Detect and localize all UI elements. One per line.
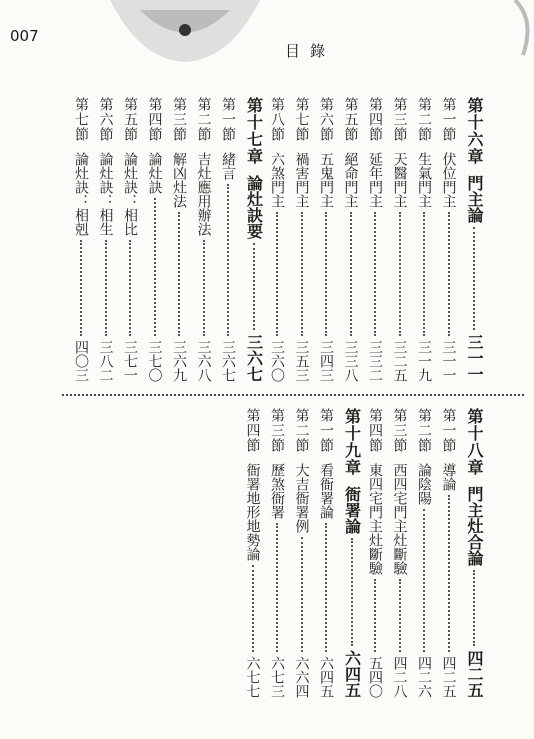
toc-number: 第二節 <box>416 97 432 142</box>
toc-entry <box>393 97 407 382</box>
toc-title: 論灶訣 <box>146 152 163 194</box>
toc-title: 天醫門主 <box>391 152 408 208</box>
toc-page: 三七一 <box>122 340 138 382</box>
toc-entry <box>123 97 137 382</box>
toc-leader <box>423 509 425 652</box>
toc-entry <box>319 97 333 382</box>
toc-title: 門主論 <box>465 175 484 223</box>
toc-leader <box>325 523 327 652</box>
toc-entry <box>148 97 162 382</box>
toc-page: 三一一 <box>465 334 484 382</box>
toc-page: 六四五 <box>318 656 334 698</box>
toc-leader <box>399 212 401 336</box>
toc-entry <box>295 408 309 698</box>
toc-leader <box>325 212 327 336</box>
toc-number: 第六節 <box>97 97 114 142</box>
toc-leader <box>374 212 376 336</box>
toc-number: 第五節 <box>122 97 138 142</box>
toc-title: 東四宅門主灶斷驗 <box>367 463 383 575</box>
toc-number: 第十六章 <box>465 97 484 165</box>
toc-title: 伏位門主 <box>440 152 457 208</box>
toc-page: 六七三 <box>269 656 285 698</box>
toc-title: 絕命門主 <box>342 152 359 208</box>
toc-entry <box>246 408 260 698</box>
toc-page: 三六七 <box>244 334 264 382</box>
toc-leader <box>448 212 450 336</box>
toc-page: 五四〇 <box>367 656 383 698</box>
toc-number: 第三節 <box>269 408 285 453</box>
toc-page: 六四五 <box>342 650 362 698</box>
toc-title: 論灶訣：相生 <box>97 152 114 236</box>
toc-entry <box>74 97 88 382</box>
toc-title: 門主灶合論 <box>465 486 484 566</box>
toc-entry <box>442 408 456 698</box>
toc-number: 第一節 <box>440 97 457 142</box>
toc-number: 第七節 <box>73 97 89 142</box>
toc-page: 三六〇 <box>269 340 285 382</box>
toc-entry <box>197 97 211 382</box>
toc-chapter <box>246 97 262 382</box>
toc-entry <box>344 97 358 382</box>
toc-number: 第一節 <box>440 408 457 453</box>
toc-number: 第二節 <box>416 408 432 453</box>
toc-leader <box>350 212 352 336</box>
toc-title: 禍害門主 <box>293 152 310 208</box>
toc-number: 第四節 <box>367 97 383 142</box>
toc-entry <box>295 97 309 382</box>
toc-number: 第三節 <box>391 408 408 453</box>
toc-page: 三一九 <box>416 340 432 382</box>
toc-leader <box>473 570 475 646</box>
toc-leader <box>276 212 278 336</box>
toc-leader <box>203 240 205 336</box>
toc-title: 西四宅門主灶斷驗 <box>391 463 408 575</box>
toc-leader <box>227 184 229 336</box>
toc-leader <box>276 523 278 652</box>
toc-number: 第一節 <box>318 408 334 453</box>
toc-title: 解凶灶法 <box>171 152 187 208</box>
toc-title: 大吉衙署例 <box>293 463 310 533</box>
toc-title: 緒言 <box>220 152 236 180</box>
toc-leader <box>253 243 255 330</box>
toc-number: 第二節 <box>195 97 212 142</box>
toc-number: 第十七章 <box>244 97 264 165</box>
toc-chapter <box>344 408 360 698</box>
toc-entry <box>221 97 235 382</box>
toc-leader <box>374 579 376 652</box>
toc-page: 三六八 <box>195 340 212 382</box>
toc-leader <box>301 212 303 336</box>
toc-number: 第八節 <box>269 97 285 142</box>
toc-page: 三六九 <box>171 340 187 382</box>
toc-chapter <box>466 97 482 382</box>
toc-page: 三六七 <box>220 340 236 382</box>
toc-leader <box>473 227 475 330</box>
toc-entry <box>270 408 284 698</box>
toc-number: 第十九章 <box>342 408 362 476</box>
toc-title: 論灶訣要 <box>244 175 264 239</box>
toc-entry <box>442 97 456 382</box>
toc-page: 三四三 <box>318 340 334 382</box>
toc-number: 第三節 <box>391 97 408 142</box>
toc-number: 第一節 <box>220 97 236 142</box>
toc-number: 第二節 <box>293 408 310 453</box>
toc-leader <box>423 212 425 336</box>
toc-title: 衙署論 <box>342 486 362 534</box>
toc-title: 延年門主 <box>367 152 383 208</box>
toc-title: 導論 <box>440 463 457 491</box>
toc-leader <box>178 212 180 336</box>
toc-entry <box>319 408 333 698</box>
toc-title: 歷煞衙署 <box>269 463 285 519</box>
toc-entry <box>417 408 431 698</box>
header-ornament <box>100 0 270 62</box>
toc-leader <box>252 565 254 652</box>
toc-page: 四二五 <box>465 650 484 698</box>
toc-entry <box>393 408 407 698</box>
toc-leader <box>399 579 401 652</box>
toc-entry <box>172 97 186 382</box>
toc-number: 第六節 <box>318 97 334 142</box>
toc-entry <box>368 97 382 382</box>
section-divider <box>62 394 524 396</box>
toc-page: 三七〇 <box>146 340 163 382</box>
toc-number: 第四節 <box>367 408 383 453</box>
toc-page: 三五三 <box>293 340 310 382</box>
toc-title: 吉灶應用辦法 <box>195 152 212 236</box>
toc-leader <box>129 240 131 336</box>
toc-title: 六煞門主 <box>269 152 285 208</box>
toc-title: 論陰陽 <box>416 463 432 505</box>
toc-entry <box>368 408 382 698</box>
toc-page: 六六四 <box>293 656 310 698</box>
toc-page: 六七七 <box>244 656 261 698</box>
toc-entry <box>270 97 284 382</box>
toc-page: 三二五 <box>391 340 408 382</box>
toc-leader <box>301 537 303 652</box>
toc-title: 生氣門主 <box>416 152 432 208</box>
toc-number: 第七節 <box>293 97 310 142</box>
page-number: 007 <box>10 27 39 45</box>
toc-leader <box>80 240 82 336</box>
toc-page: 四〇三 <box>73 340 89 382</box>
toc-number: 第五節 <box>342 97 359 142</box>
toc-title: 看衙署論 <box>318 463 334 519</box>
toc-leader <box>351 538 353 646</box>
toc-number: 第十八章 <box>465 408 484 476</box>
corner-ornament <box>505 0 534 60</box>
page-title: 目錄 <box>285 42 336 60</box>
toc-leader <box>105 240 107 336</box>
toc-page: 三八二 <box>97 340 114 382</box>
toc-page: 四二六 <box>416 656 432 698</box>
toc-title: 衙署地形地勢論 <box>244 463 261 561</box>
toc-title: 論灶訣：相剋 <box>73 152 89 236</box>
toc-chapter <box>466 408 482 698</box>
toc-number: 第四節 <box>244 408 261 453</box>
toc-page: 四二五 <box>440 656 457 698</box>
toc-page: 四二八 <box>391 656 408 698</box>
toc-number: 第三節 <box>171 97 187 142</box>
toc-page: 三三八 <box>342 340 359 382</box>
toc-page: 三一一 <box>440 340 457 382</box>
toc-leader <box>154 198 156 336</box>
toc-entry <box>417 97 431 382</box>
toc-leader <box>448 495 450 652</box>
toc-title: 五鬼門主 <box>318 152 334 208</box>
toc-page: 三三二 <box>367 340 383 382</box>
toc-number: 第四節 <box>146 97 163 142</box>
toc-entry <box>99 97 113 382</box>
toc-title: 論灶訣：相比 <box>122 152 138 236</box>
